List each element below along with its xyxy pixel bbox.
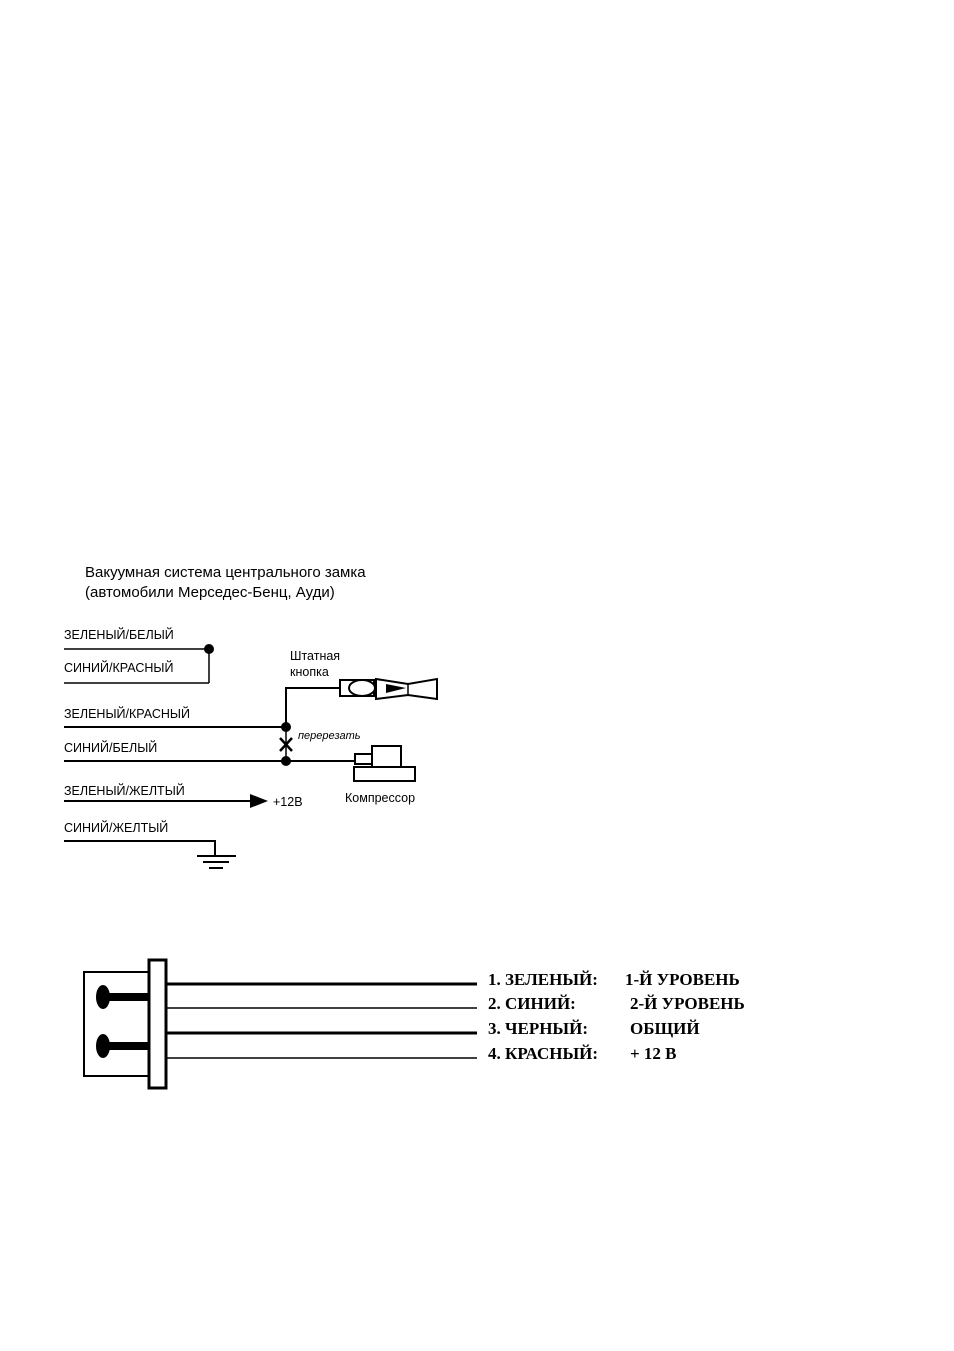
wire-label-green-white: ЗЕЛЕНЫЙ/БЕЛЫЙ: [64, 628, 174, 642]
button-label-line2: кнопка: [290, 665, 329, 679]
wire-label-blue-white: СИНИЙ/БЕЛЫЙ: [64, 741, 158, 755]
junction-dot: [281, 756, 291, 766]
wire-label-green-yellow: ЗЕЛЕНЫЙ/ЖЕЛТЫЙ: [64, 784, 185, 798]
pin-2-name: 2. СИНИЙ:: [488, 994, 576, 1013]
pin-2-function: 2-Й УРОВЕНЬ: [630, 994, 745, 1013]
pin-3-name: 3. ЧЕРНЫЙ:: [488, 1019, 588, 1038]
pin-3-function: ОБЩИЙ: [630, 1019, 700, 1038]
arrow-icon: [250, 794, 268, 808]
cut-label: перерезать: [298, 730, 361, 742]
wire-blue-yellow: [64, 841, 215, 856]
connector-plug-icon: [84, 960, 166, 1088]
stock-button-icon: [340, 679, 437, 699]
diagram-title-line1: Вакуумная система центрального замка: [85, 564, 366, 581]
wire-to-button: [286, 688, 342, 727]
pin-4-function: + 12 В: [630, 1044, 677, 1063]
ground-icon: [197, 856, 236, 868]
plus12-label: +12В: [273, 795, 303, 809]
wire-label-green-red: ЗЕЛЕНЫЙ/КРАСНЫЙ: [64, 707, 190, 721]
cut-mark-icon: [280, 727, 292, 761]
vacuum-lock-diagram: [64, 564, 437, 868]
pin-4-name: 4. КРАСНЫЙ:: [488, 1044, 599, 1063]
diagram-title-line2: (автомобили Мерседес-Бенц, Ауди): [85, 584, 335, 601]
compressor-label: Компрессор: [345, 791, 416, 805]
compressor-icon: [354, 746, 415, 781]
button-label-line1: Штатная: [290, 649, 341, 663]
wire-label-blue-yellow: СИНИЙ/ЖЕЛТЫЙ: [64, 821, 169, 835]
wire-label-blue-red: СИНИЙ/КРАСНЫЙ: [64, 661, 174, 675]
pin-1-name: 1. ЗЕЛЕНЫЙ:: [488, 970, 598, 989]
pin-1-function: 1-Й УРОВЕНЬ: [625, 970, 740, 989]
connector-pinout-diagram: [84, 960, 745, 1088]
